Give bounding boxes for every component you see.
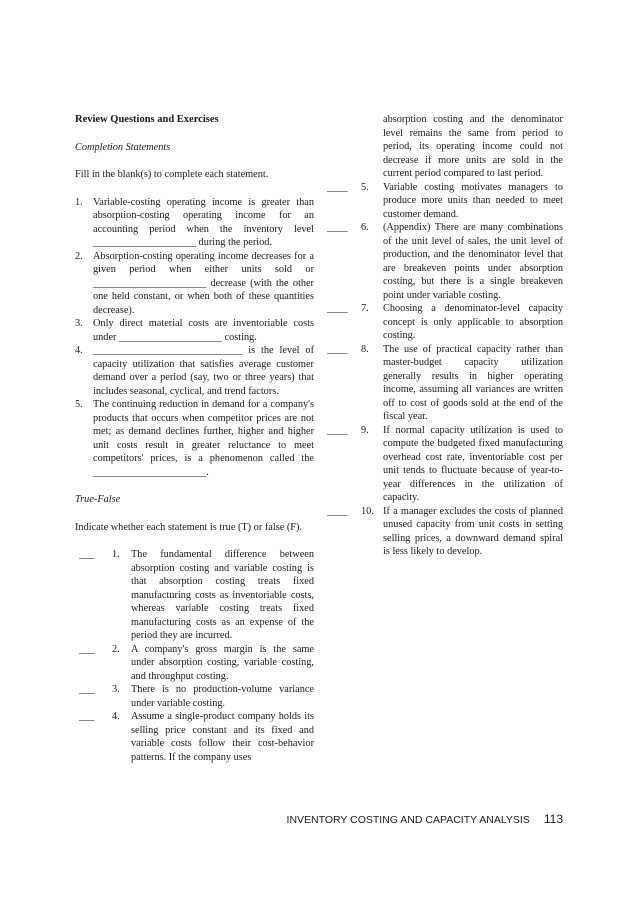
completion-list — [75, 196, 314, 480]
item-text: There is no production-volume variance under variable costing. — [131, 684, 314, 709]
item-number: 4. — [75, 345, 83, 356]
truefalse-item — [75, 710, 314, 764]
completion-instructions: Fill in the blank(s) to complete each statement. — [75, 169, 269, 180]
answer-blank: ____ — [327, 505, 348, 517]
item-text: Only direct material costs are inventoriable costs under ____________________ costing. — [93, 318, 314, 343]
item-text: A company's gross margin is the same under absorption costing, variable costing, and throughput costing. — [131, 643, 314, 682]
running-head: INVENTORY COSTING AND CAPACITY ANALYSIS — [286, 814, 530, 826]
item-number: 5. — [361, 181, 369, 193]
truefalse-item — [75, 683, 314, 710]
item-text: If a manager excludes the costs of planned unused capacity from unit costs in setting selling prices, a downward demand spiral is less likely to develop. — [383, 505, 563, 557]
item-number: 10. — [361, 505, 374, 517]
item-text: The use of practical capacity rather than master-budget capacity utilization generally results in higher operating income, assuming all variances are written off to cost of goods sold at the end of the fiscal year. — [383, 343, 563, 422]
item-text: Absorption-costing operating income decreases for a given period when either units sold or ______________________ decrease (with the other one held constant, or when both of these quantities decrease). — [93, 250, 314, 316]
answer-blank: ___ — [79, 711, 95, 722]
truefalse-item — [327, 302, 563, 343]
page-footer — [287, 812, 563, 826]
answer-blank: ___ — [79, 549, 95, 560]
item-number: 6. — [361, 222, 369, 233]
item-number: 8. — [361, 343, 369, 355]
item-number: 1. — [112, 549, 120, 560]
item-number: 5. — [75, 399, 83, 410]
item-number: 1. — [75, 196, 83, 208]
right-column — [327, 113, 563, 559]
truefalse-item — [327, 343, 563, 424]
truefalse-instructions: Indicate whether each statement is true (T) or false (F). — [75, 521, 303, 533]
item-number: 3. — [112, 684, 120, 695]
item-number: 3. — [75, 318, 83, 329]
truefalse-continuation: absorption costing and the denominator level remains the same from period to period, its operating income could not decrease if more units are sold in the current period compared to last period. — [383, 114, 563, 179]
truefalse-item — [327, 424, 563, 505]
truefalse-item — [327, 221, 563, 302]
truefalse-item — [75, 548, 314, 643]
item-text: Variable costing motivates managers to produce more units than needed to meet customer demand. — [383, 181, 563, 220]
item-number: 9. — [361, 424, 369, 436]
answer-blank: ____ — [327, 424, 348, 436]
left-column — [75, 113, 314, 764]
section-heading: Review Questions and Exercises — [75, 114, 219, 125]
completion-item — [75, 317, 314, 344]
completion-item — [75, 398, 314, 479]
truefalse-title: True-False — [75, 494, 121, 505]
item-text: If normal capacity utilization is used to compute the budgeted fixed manufacturing overhead cost rate, inventoriable cost per unit tends to fluctuate because of year-to-year differences in the utilization of capacity. — [383, 424, 563, 503]
answer-blank: ____ — [327, 222, 348, 233]
item-text: Choosing a denominator-level capacity concept is only applicable to absorption costing. — [383, 303, 563, 341]
truefalse-item — [327, 181, 563, 222]
completion-title: Completion Statements — [75, 141, 171, 153]
item-text: (Appendix) There are many combinations of the unit level of sales, the unit level of production, and the denominator level that are breakeven points under absorption costing, but there is a single breakeven point under variable costing. — [383, 222, 563, 301]
item-number: 4. — [112, 711, 120, 722]
item-number: 2. — [112, 643, 120, 655]
completion-item — [75, 250, 314, 318]
item-text: _____________________________ is the level of capacity utilization that satisfies average customer demand over a period (say, two or three years) that includes seasonal, cyclical, and trend factors. — [93, 345, 314, 397]
item-number: 2. — [75, 250, 83, 262]
item-text: The continuing reduction in demand for a company's products that occurs when competitor prices are not met; as demand declines further, higher and higher unit costs result in greater reluctance to meet competitors' prices, is a phenomenon called the ______________________. — [93, 399, 314, 478]
truefalse-item — [75, 643, 314, 684]
item-number: 7. — [361, 303, 369, 314]
item-text: Assume a single-product company holds its selling price constant and its fixed and variable costs follow their cost-behavior patterns. If the company uses — [131, 711, 314, 763]
completion-item — [75, 344, 314, 398]
answer-blank: ____ — [327, 181, 348, 193]
completion-item — [75, 196, 314, 250]
page-number: 113 — [543, 812, 563, 826]
item-text: The fundamental difference between absorption costing and variable costing is that absorption costing treats fixed manufacturing costs as inventoriable costs, whereas variable costing treats fixed manufacturing costs as an expense of the period they are incurred. — [131, 549, 314, 641]
answer-blank: ____ — [327, 303, 348, 314]
answer-blank: ___ — [79, 643, 95, 655]
truefalse-list-left — [75, 548, 314, 764]
answer-blank: ___ — [79, 684, 95, 695]
answer-blank: ____ — [327, 343, 348, 355]
truefalse-list-right — [327, 181, 563, 559]
item-text: Variable-costing operating income is greater than absorption-costing operating income for an accounting period when the inventory level ____________________ during the period. — [93, 196, 314, 248]
truefalse-item — [327, 505, 563, 559]
